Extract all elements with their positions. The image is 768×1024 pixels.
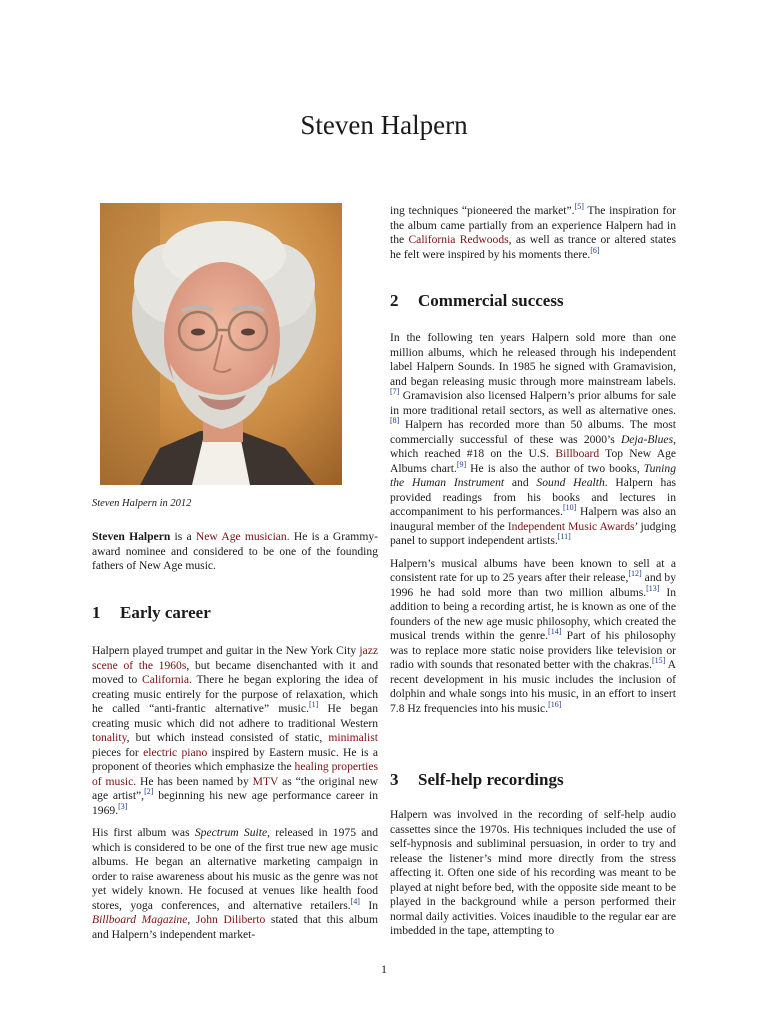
page-number: 1 (381, 962, 387, 976)
ref-4[interactable]: [4] (350, 896, 360, 906)
ref-7[interactable]: [7] (390, 387, 400, 397)
link-healing-properties[interactable]: healing properties of music (92, 760, 378, 788)
link-billboard-magazine[interactable]: Billboard Magazine (92, 913, 188, 926)
link-california[interactable]: California (142, 673, 190, 686)
ref-12[interactable]: [12] (628, 569, 642, 579)
intro-paragraph: Steven Halpern is a New Age musician. He is a Grammy-award nominee and considered to be one of the founding fathers of New Age music. (92, 530, 379, 572)
commercial-success-body (390, 331, 676, 724)
early-career-body (92, 644, 378, 950)
section-heading-self-help-recordings: 3 Self-help recordings (390, 770, 564, 789)
right-column-continuation (390, 204, 676, 270)
portrait-photo (100, 203, 342, 485)
ref-14[interactable]: [14] (548, 627, 562, 637)
link-mtv[interactable]: MTV (252, 774, 279, 788)
link-jazz-scene[interactable]: jazz scene of the 1960s (92, 644, 378, 672)
section-heading-commercial-success: 2 Commercial success (390, 291, 564, 310)
commercial-paragraph-2: Halpern’s musical albums have been known to sell at a consistent rate for up to 25 years after their release,[12] and by 1996 he had sold more than two million albums.[13] In addition to being a recording artist, he is known as one of the founders of the new age music philosophy, which created the musical trends within the genre.[14] Part of his philosophy was to replace more static noise providers like television or radio with sounds that resonated better with the chakras.[15] A recent development in his music includes the inclusion of dolphin and whale songs into his music, in an effort to insert 7.8 Hz frequencies into his music.[16] (390, 556, 676, 715)
ref-10[interactable]: [10] (562, 503, 577, 513)
link-california-redwoods[interactable]: California Redwoods (408, 233, 509, 246)
ref-15[interactable]: [15] (651, 656, 666, 666)
ref-1[interactable]: [1] (308, 700, 319, 710)
ref-8[interactable]: [8] (390, 416, 400, 426)
early-career-paragraph-1: Halpern played trumpet and guitar in the New York City jazz scene of the 1960s, but became disenchanted with it and moved to California. There he began exploring the idea of creating music entirely for the purpose of relaxation, which he called “anti-frantic alternative” music.[1] He began creating music which did not adhere to traditional Western tonality, but which instead consisted of static, minimalist pieces for electric piano inspired by Eastern music. He is a proponent of theories which emphasize the healing properties of music. He has been named by MTV as “the original new age artist”,[2] beginning his new age performance career in 1969.[3] (92, 644, 379, 817)
ref-2[interactable]: [2] (144, 787, 154, 797)
section-heading-early-career: 1 Early career (92, 603, 211, 622)
ref-3[interactable]: [3] (118, 801, 128, 811)
link-independent-music-awards[interactable]: Independent Music Awards (507, 519, 635, 533)
ref-16[interactable]: [16] (548, 699, 562, 709)
early-career-paragraph-2-continued: ing techniques “pioneered the market”.[5] The inspiration for the album came partially from an experience Halpern had in the California Redwoods, as well as trance or altered states he felt were inspired by his moments there.[6] (390, 202, 677, 261)
ref-6[interactable]: [6] (590, 245, 600, 255)
link-electric-piano[interactable]: electric piano (143, 745, 208, 759)
link-tonality[interactable]: tonality (92, 731, 127, 744)
link-john-diliberto[interactable]: John Diliberto (195, 913, 266, 926)
ref-9[interactable]: [9] (456, 459, 467, 469)
link-new-age-musician[interactable]: New Age musician. (195, 530, 290, 543)
figure-caption: Steven Halpern in 2012 (92, 498, 192, 509)
self-help-paragraph-1: Halpern was involved in the recording of self-help audio cassettes since the 1970s. His techniques included the use of self-hypnosis and subliminal persuasion, in order to try and release the listener’s mind more directly from the stress affecting it. Often one side of his recording was meant to be played at night before bed, with the opposite side meant to be played in the background while a person performed their normal daily activities. Voices inaudible to the regular ear are imbedded in the tape, attempting to (390, 808, 676, 937)
commercial-paragraph-1: In the following ten years Halpern sold more than one million albums, which he released through his independent label Halpern Sounds. In 1985 he signed with Gramavision, and began releasing music through more mainstream labels.[7] Gramavision also licensed Halpern’s prior albums for sale in more traditional retail sectors, as well as alternative ones.[8] Halpern has recorded more than 50 albums. The most commercially successful of these was 2000’s Deja-Blues, which reached #18 on the U.S. Billboard Top New Age Albums chart.[9] He is also the author of two books, Tuning the Human Instrument and Sound Health. Halpern has provided readings from his books and lectures in accompaniment to his performances.[10] Halpern was also an inaugural member of the Independent Music Awards’ judging panel to support independent artists.[11] (390, 331, 677, 547)
link-billboard[interactable]: Billboard (555, 447, 600, 460)
ref-11[interactable]: [11] (557, 532, 571, 542)
ref-5[interactable]: [5] (574, 202, 584, 212)
self-help-body (390, 808, 676, 947)
page-title: Steven Halpern (300, 110, 468, 140)
ref-13[interactable]: [13] (646, 583, 660, 593)
early-career-paragraph-2: His first album was Spectrum Suite, released in 1975 and which is considered to be one of the first true new age music albums. He began an alternative marketing campaign in order to raise awareness about his music as the genre was not yet widely known. He focused at venues like health food stores, yoga conferences, and alternative retailers.[4] In Billboard Magazine, John Diliberto stated that this album and Halpern’s independent market- (92, 826, 378, 941)
subject-name: Steven Halpern (92, 530, 171, 543)
link-minimalist[interactable]: minimalist (328, 731, 378, 744)
